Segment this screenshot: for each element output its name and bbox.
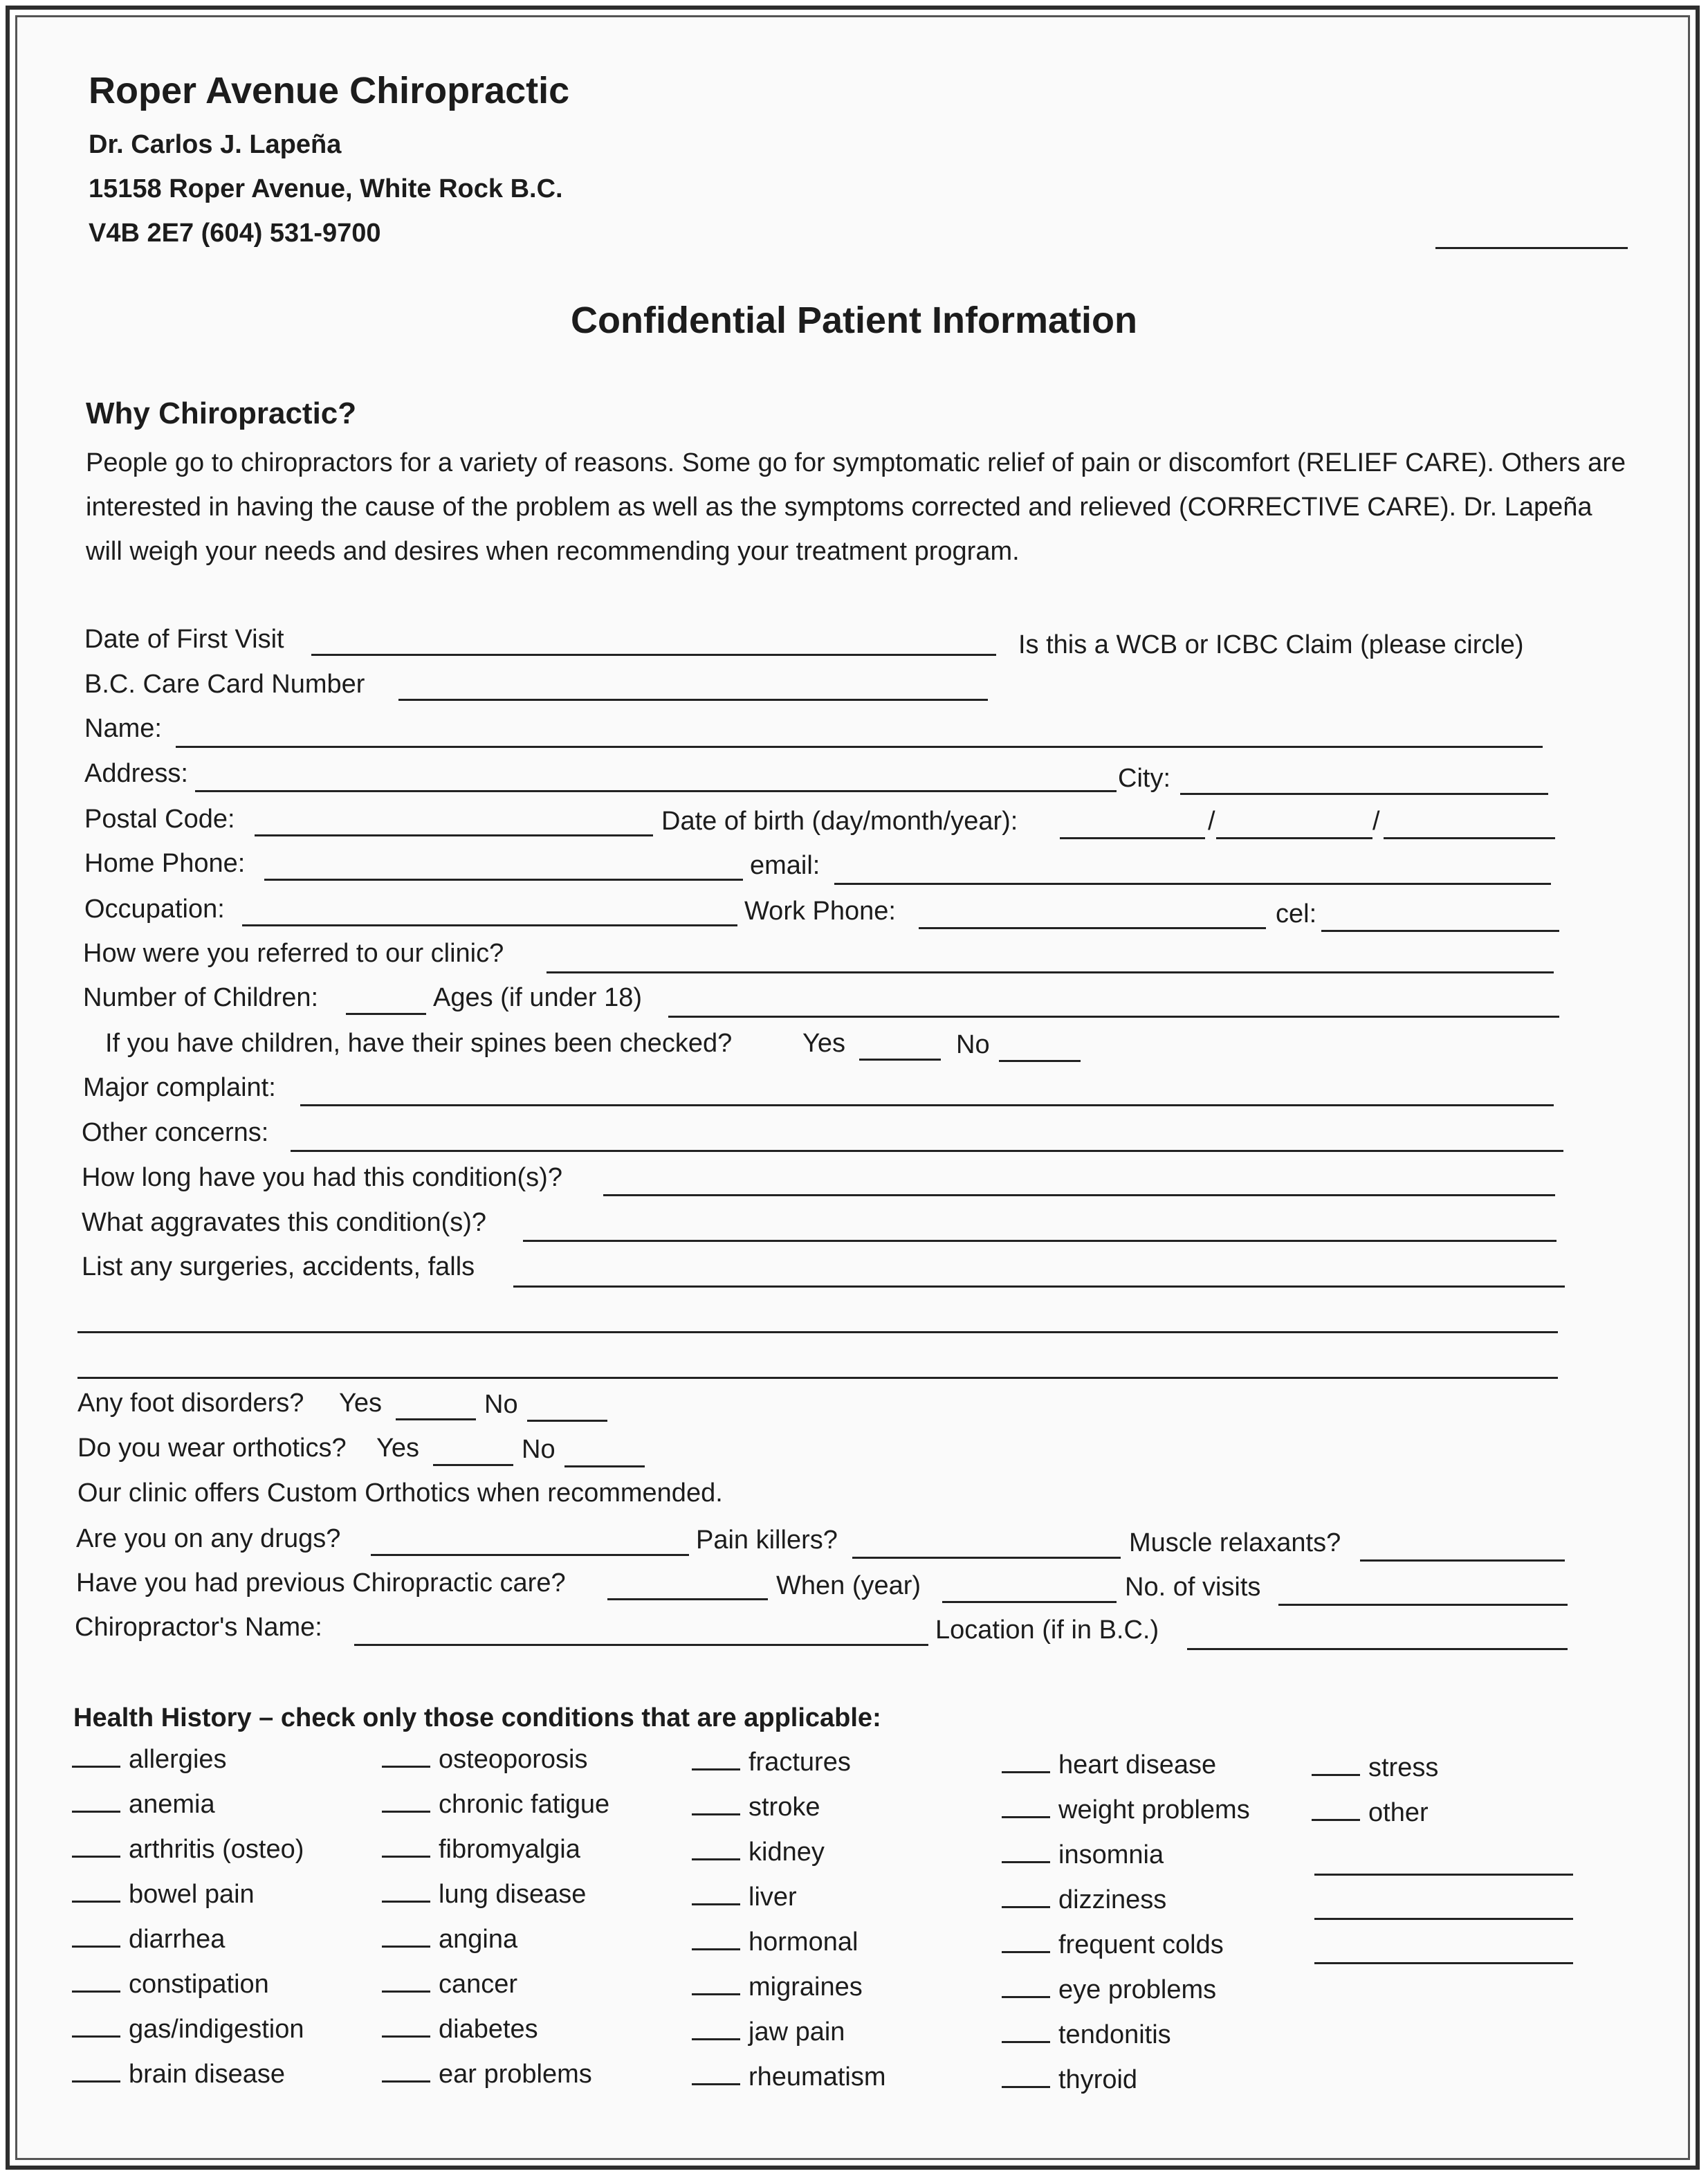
condition-checkbox[interactable] [692,1973,740,1995]
spines-yes-input[interactable] [859,1059,941,1061]
chiro-name-label: Chiropractor's Name: [75,1613,322,1642]
num-visits-input[interactable] [1278,1604,1568,1606]
condition-label: fractures [749,1748,851,1777]
pain-killers-input[interactable] [852,1557,1121,1559]
num-children-label: Number of Children: [83,983,319,1012]
condition-checkbox[interactable] [72,2060,120,2083]
date-first-visit-input[interactable] [311,654,996,656]
condition-chronic-fatigue[interactable] [382,1790,609,1820]
condition-label: tendonitis [1058,2020,1171,2049]
condition-checkbox[interactable] [72,1925,120,1948]
dob-slash-2: / [1372,807,1380,836]
condition-allergies[interactable] [72,1745,227,1775]
care-card-input[interactable] [398,699,988,701]
postal-code-label: Postal Code: [84,805,235,834]
page-title: Confidential Patient Information [571,300,1137,341]
condition-checkbox[interactable] [382,1880,430,1903]
num-visits-label: No. of visits [1125,1573,1261,1602]
orthotics-yes-label: Yes [376,1434,419,1463]
condition-anemia[interactable] [72,1790,215,1820]
condition-label: fibromyalgia [439,1835,580,1864]
condition-checkbox[interactable] [382,1970,430,1993]
condition-checkbox[interactable] [382,2015,430,2038]
condition-label: heart disease [1058,1750,1217,1779]
pain-killers-label: Pain killers? [696,1526,838,1555]
spines-checked-label: If you have children, have their spines been checked? [105,1029,733,1058]
email-input[interactable] [834,883,1551,885]
condition-checkbox[interactable] [1312,1798,1360,1821]
condition-liver[interactable] [692,1883,797,1912]
condition-checkbox[interactable] [382,1745,430,1768]
condition-label: dizziness [1058,1885,1167,1914]
condition-hormonal[interactable] [692,1928,858,1957]
condition-label: stroke [749,1793,820,1822]
condition-checkbox[interactable] [72,1880,120,1903]
condition-insomnia[interactable] [1002,1840,1164,1870]
prev-care-input[interactable] [607,1598,768,1600]
name-input[interactable] [176,746,1543,748]
city-input[interactable] [1180,793,1548,795]
health-history-title: Health History – check only those conditions that are applicable: [73,1703,881,1732]
condition-lung-disease[interactable] [382,1880,586,1910]
aggravates-label: What aggravates this condition(s)? [82,1208,487,1237]
condition-checkbox[interactable] [692,2017,740,2040]
ages-input[interactable] [668,1016,1559,1018]
condition-thyroid[interactable] [1002,2065,1137,2095]
other-write-in-1[interactable] [1314,1874,1573,1876]
how-long-label: How long have you had this condition(s)? [82,1163,562,1192]
how-long-input[interactable] [603,1194,1555,1196]
condition-checkbox[interactable] [1002,1930,1050,1953]
condition-jaw-pain[interactable] [692,2017,845,2047]
condition-checkbox[interactable] [72,1745,120,1768]
claim-label[interactable]: Is this a WCB or ICBC Claim (please circle) [1018,630,1524,659]
location-label: Location (if in B.C.) [935,1616,1159,1645]
when-year-input[interactable] [942,1601,1117,1603]
condition-checkbox[interactable] [382,2060,430,2083]
condition-checkbox[interactable] [1002,1975,1050,1998]
condition-checkbox[interactable] [692,1883,740,1905]
clinic-postal-phone: V4B 2E7 (604) 531-9700 [89,219,381,248]
condition-stress[interactable] [1312,1753,1438,1783]
other-write-in-3[interactable] [1314,1962,1573,1964]
foot-no-input[interactable] [527,1420,607,1422]
occupation-input[interactable] [242,924,737,926]
condition-ear-problems[interactable] [382,2060,592,2089]
orthotics-label: Do you wear orthotics? [77,1434,347,1463]
condition-cancer[interactable] [382,1970,517,1999]
condition-label: jaw pain [749,2017,845,2047]
major-complaint-input[interactable] [300,1104,1554,1106]
location-input[interactable] [1187,1648,1568,1650]
prev-care-label: Have you had previous Chiropractic care? [76,1568,566,1598]
condition-checkbox[interactable] [692,2062,740,2085]
surgeries-input-3[interactable] [77,1377,1558,1379]
condition-checkbox[interactable] [1002,1795,1050,1818]
condition-stroke[interactable] [692,1793,820,1822]
condition-checkbox[interactable] [1002,1750,1050,1773]
condition-tendonitis[interactable] [1002,2020,1171,2050]
condition-label: brain disease [129,2060,286,2089]
condition-checkbox[interactable] [382,1925,430,1948]
condition-label: frequent colds [1058,1930,1224,1959]
condition-label: liver [749,1883,797,1912]
condition-fractures[interactable] [692,1748,851,1777]
condition-checkbox[interactable] [382,1835,430,1858]
foot-yes-input[interactable] [396,1418,476,1420]
condition-osteoporosis[interactable] [382,1745,587,1775]
name-label: Name: [84,714,162,743]
referred-input[interactable] [547,971,1554,973]
condition-diabetes[interactable] [382,2015,538,2044]
ages-label: Ages (if under 18) [433,983,643,1012]
condition-arthritis-osteo[interactable] [72,1835,304,1865]
condition-checkbox[interactable] [1002,1885,1050,1908]
condition-migraines[interactable] [692,1973,863,2002]
condition-checkbox[interactable] [72,1790,120,1813]
other-concerns-input[interactable] [291,1150,1563,1152]
cel-input[interactable] [1321,930,1559,932]
other-write-in-2[interactable] [1314,1918,1573,1920]
condition-checkbox[interactable] [72,1970,120,1993]
condition-checkbox[interactable] [692,1928,740,1950]
referred-label: How were you referred to our clinic? [83,939,504,968]
condition-label: eye problems [1058,1975,1217,2004]
work-phone-label: Work Phone: [744,897,896,926]
condition-checkbox[interactable] [1002,2065,1050,2088]
chiro-name-input[interactable] [354,1644,928,1646]
drugs-label: Are you on any drugs? [76,1524,341,1553]
condition-label: bowel pain [129,1880,255,1909]
condition-label: kidney [749,1838,825,1867]
foot-no-label: No [484,1390,518,1419]
spines-yes-label: Yes [802,1029,845,1058]
care-card-label: B.C. Care Card Number [84,670,365,699]
condition-constipation[interactable] [72,1970,269,1999]
condition-label: anemia [129,1790,215,1819]
dob-slash-1: / [1208,807,1215,836]
address-label: Address: [84,759,188,788]
muscle-relaxants-label: Muscle relaxants? [1129,1528,1341,1557]
postal-code-input[interactable] [255,834,653,836]
condition-kidney[interactable] [692,1838,825,1867]
condition-dizziness[interactable] [1002,1885,1166,1915]
clinic-address: 15158 Roper Avenue, White Rock B.C. [89,174,563,203]
work-phone-input[interactable] [919,927,1266,929]
foot-disorders-label: Any foot disorders? [77,1389,304,1418]
aggravates-input[interactable] [523,1240,1557,1242]
condition-label: gas/indigestion [129,2015,304,2044]
file-number-line[interactable] [1435,247,1628,249]
condition-label: arthritis (osteo) [129,1835,304,1864]
surgeries-input-2[interactable] [77,1331,1558,1333]
orthotics-no-label: No [522,1435,555,1464]
orthotics-no-input[interactable] [564,1465,645,1467]
foot-yes-label: Yes [339,1389,382,1418]
condition-eye-problems[interactable] [1002,1975,1216,2005]
other-concerns-label: Other concerns: [82,1118,269,1147]
condition-heart-disease[interactable] [1002,1750,1216,1780]
condition-label: migraines [749,1973,863,2002]
home-phone-label: Home Phone: [84,849,246,878]
dob-year-input[interactable] [1384,837,1555,839]
condition-checkbox[interactable] [1312,1753,1360,1776]
city-label: City: [1118,764,1170,793]
condition-label: constipation [129,1970,269,1999]
when-year-label: When (year) [776,1571,921,1600]
major-complaint-label: Major complaint: [83,1073,276,1102]
condition-label: allergies [129,1745,227,1774]
condition-diarrhea[interactable] [72,1925,225,1955]
surgeries-label: List any surgeries, accidents, falls [82,1252,475,1281]
condition-checkbox[interactable] [692,1748,740,1770]
condition-checkbox[interactable] [692,1793,740,1815]
condition-checkbox[interactable] [382,1790,430,1813]
condition-label: rheumatism [749,2062,886,2092]
num-children-input[interactable] [346,1013,426,1015]
dob-month-input[interactable] [1216,837,1372,839]
orthotics-yes-input[interactable] [433,1464,513,1466]
condition-checkbox[interactable] [1002,1840,1050,1863]
custom-orthotics-note: Our clinic offers Custom Orthotics when recommended. [77,1479,723,1508]
condition-gas-indigestion[interactable] [72,2015,304,2044]
condition-bowel-pain[interactable] [72,1880,255,1910]
occupation-label: Occupation: [84,895,225,924]
condition-other[interactable] [1312,1798,1429,1828]
condition-label: stress [1368,1753,1439,1782]
intro-paragraph: People go to chiropractors for a variety of reasons. Some go for symptomatic relief of pain or discomfort (RELIEF CARE). Others are interested in having the cause of the problem as well as the symptoms corrected and relieved (CORRECTIVE CARE). Dr. Lapeña will weigh your needs and desires when recommending your treatment program. [86,448,1626,566]
condition-angina[interactable] [382,1925,517,1955]
date-first-visit-label: Date of First Visit [84,625,284,654]
condition-rheumatism[interactable] [692,2062,886,2092]
condition-label: angina [439,1925,518,1954]
condition-label: other [1368,1798,1429,1827]
condition-checkbox[interactable] [1002,2020,1050,2043]
address-input[interactable] [195,790,1117,792]
condition-label: chronic fatigue [439,1790,610,1819]
surgeries-input[interactable] [513,1285,1565,1288]
condition-label: cancer [439,1970,518,1999]
spines-no-label: No [956,1030,990,1059]
email-label: email: [750,851,820,880]
muscle-relaxants-input[interactable] [1360,1559,1565,1562]
condition-label: osteoporosis [439,1745,588,1774]
condition-checkbox[interactable] [72,1835,120,1858]
condition-checkbox[interactable] [692,1838,740,1860]
intro-heading: Why Chiropractic? [86,396,357,430]
condition-label: weight problems [1058,1795,1250,1824]
cel-label: cel: [1276,899,1317,928]
condition-fibromyalgia[interactable] [382,1835,580,1865]
condition-brain-disease[interactable] [72,2060,285,2089]
spines-no-input[interactable] [999,1060,1081,1062]
condition-label: diabetes [439,2015,538,2044]
condition-label: lung disease [439,1880,587,1909]
condition-frequent-colds[interactable] [1002,1930,1224,1960]
condition-label: diarrhea [129,1925,226,1954]
condition-weight-problems[interactable] [1002,1795,1250,1825]
condition-label: thyroid [1058,2065,1138,2094]
condition-label: insomnia [1058,1840,1164,1869]
dob-day-input[interactable] [1060,837,1205,839]
dob-label: Date of birth (day/month/year): [661,807,1018,836]
doctor-name: Dr. Carlos J. Lapeña [89,130,342,159]
condition-label: hormonal [749,1928,858,1957]
clinic-name: Roper Avenue Chiropractic [89,70,570,111]
home-phone-input[interactable] [264,879,743,881]
condition-checkbox[interactable] [72,2015,120,2038]
drugs-input[interactable] [371,1554,689,1556]
condition-label: ear problems [439,2060,592,2089]
